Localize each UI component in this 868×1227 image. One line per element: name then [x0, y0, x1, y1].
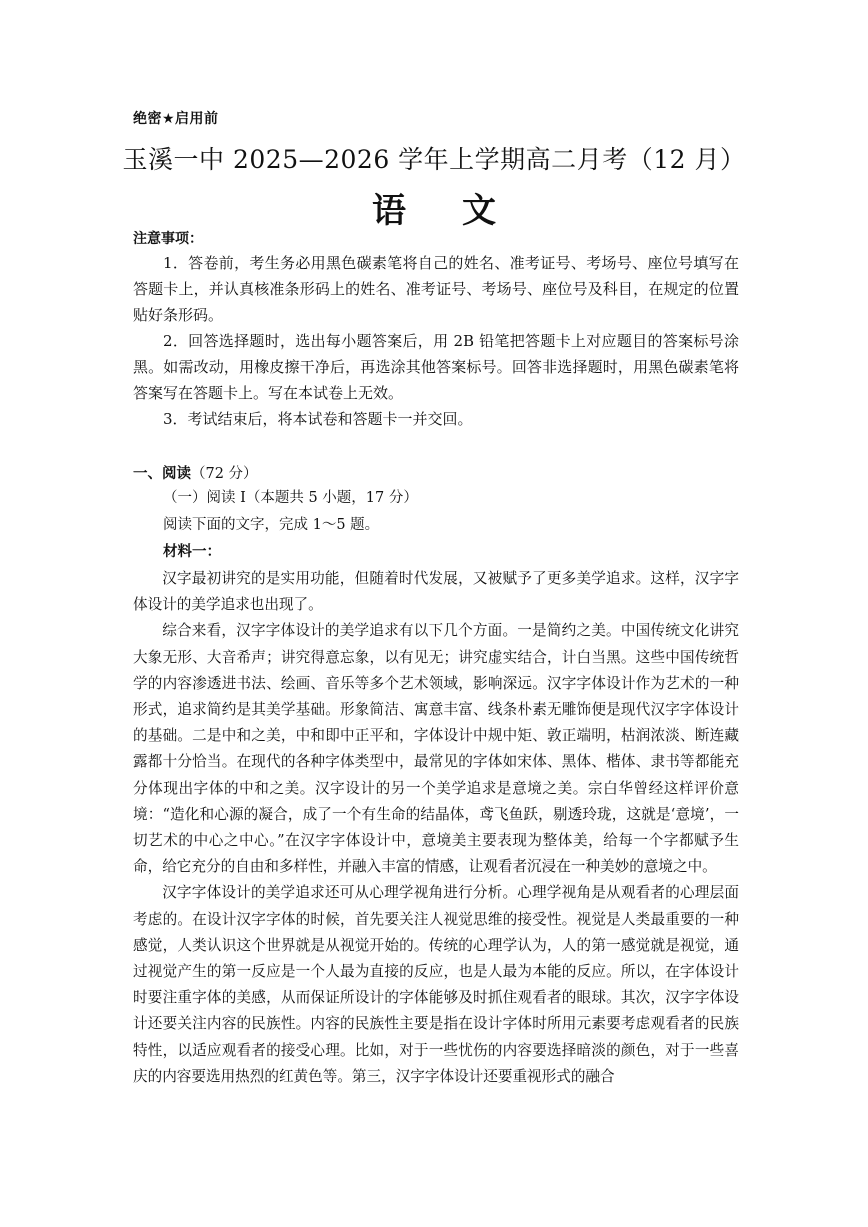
material-label: 材料一：: [163, 544, 221, 560]
subsection-heading: （一）阅读 I（本题共 5 小题，17 分）: [163, 490, 418, 506]
exam-title: 玉溪一中 2025—2026 学年上学期高二月考（12 月）: [122, 145, 746, 174]
notice-item: 1．答卷前，考生务必用黑色碳素笔将自己的姓名、准考证号、考场号、座位号填写在答题卡上，并认真核准条形码上的姓名、准考证号、考场号、座位号及科目，在规定的位置贴好条形码。: [133, 254, 739, 324]
notice-heading: 注意事项：: [133, 231, 203, 247]
section-heading-label: 一、阅读: [133, 466, 191, 482]
section-heading-score: （72 分）: [191, 466, 258, 482]
material-paragraph: 汉字最初讲究的是实用功能，但随着时代发展，又被赋予了更多美学追求。这样，汉字字体设计的美学追求也出现了。: [133, 570, 739, 614]
reading-instruction: 阅读下面的文字，完成 1～5 题。: [163, 517, 380, 533]
section-heading: [133, 462, 258, 483]
secret-label: 绝密★启用前: [133, 111, 219, 127]
notice-list: [133, 250, 739, 432]
subject-title: 语文: [372, 191, 552, 231]
notice-item: 2．回答选择题时，选出每小题答案后，用 2B 铅笔把答题卡上对应题目的答案标号涂黑。如需改动，用橡皮擦干净后，再选涂其他答案标号。回答非选择题时，用黑色碳素笔将答案写在答题卡上。写在本试卷上无效。: [133, 332, 739, 402]
notice-item: 3．考试结束后，将本试卷和答题卡一并交回。: [163, 410, 473, 428]
material-paragraph: 汉字字体设计的美学追求还可从心理学视角进行分析。心理学视角是从观看者的心理层面考虑的。在设计汉字字体的时候，首先要关注人视觉思维的接受性。视觉是人类最重要的一种感觉，人类认识这个世界就是从视觉开始的。传统的心理学认为，人的第一感觉就是视觉，通过视觉产生的第一反应是一个人最为直接的反应，也是人最为本能的反应。所以，在字体设计时要注重字体的美感，从而保证所设计的字体能够及时抓住观看者的眼球。其次，汉字字体设计还要关注内容的民族性。内容的民族性主要是指在设计字体时所用元素要考虑观看者的民族特性，以适应观看者的接受心理。比如，对于一些忧伤的内容要选择暗淡的颜色，对于一些喜庆的内容要选用热烈的红黄色等。第三，汉字字体设计还要重视形式的融合: [133, 884, 739, 1085]
material-text: [133, 566, 739, 1090]
material-paragraph: 综合来看，汉字字体设计的美学追求有以下几个方面。一是简约之美。中国传统文化讲究大象无形、大音希声；讲究得意忘象，以有见无；讲究虚实结合，计白当黑。这些中国传统哲学的内容渗透进书法、绘画、音乐等多个艺术领域，影响深远。汉字字体设计作为艺术的一种形式，追求简约是其美学基础。形象简洁、寓意丰富、线条朴素无雕饰便是现代汉字字体设计的基础。二是中和之美，中和即中正平和，字体设计中规中矩、敦正端明，枯润浓淡、断连藏露都十分恰当。在现代的各种字体类型中，最常见的字体如宋体、黑体、楷体、隶书等都能充分体现出字体的中和之美。汉字设计的另一个美学追求是意境之美。宗白华曾经这样评价意境：“造化和心源的凝合，成了一个有生命的结晶体，鸢飞鱼跃，剔透玲珑，这就是‘意境’，一切艺术的中心之中心。”在汉字字体设计中，意境美主要表现为整体美，给每一个字都赋予生命，给它充分的自由和多样性，并融入丰富的情感，让观看者沉浸在一种美妙的意境之中。: [133, 622, 739, 876]
